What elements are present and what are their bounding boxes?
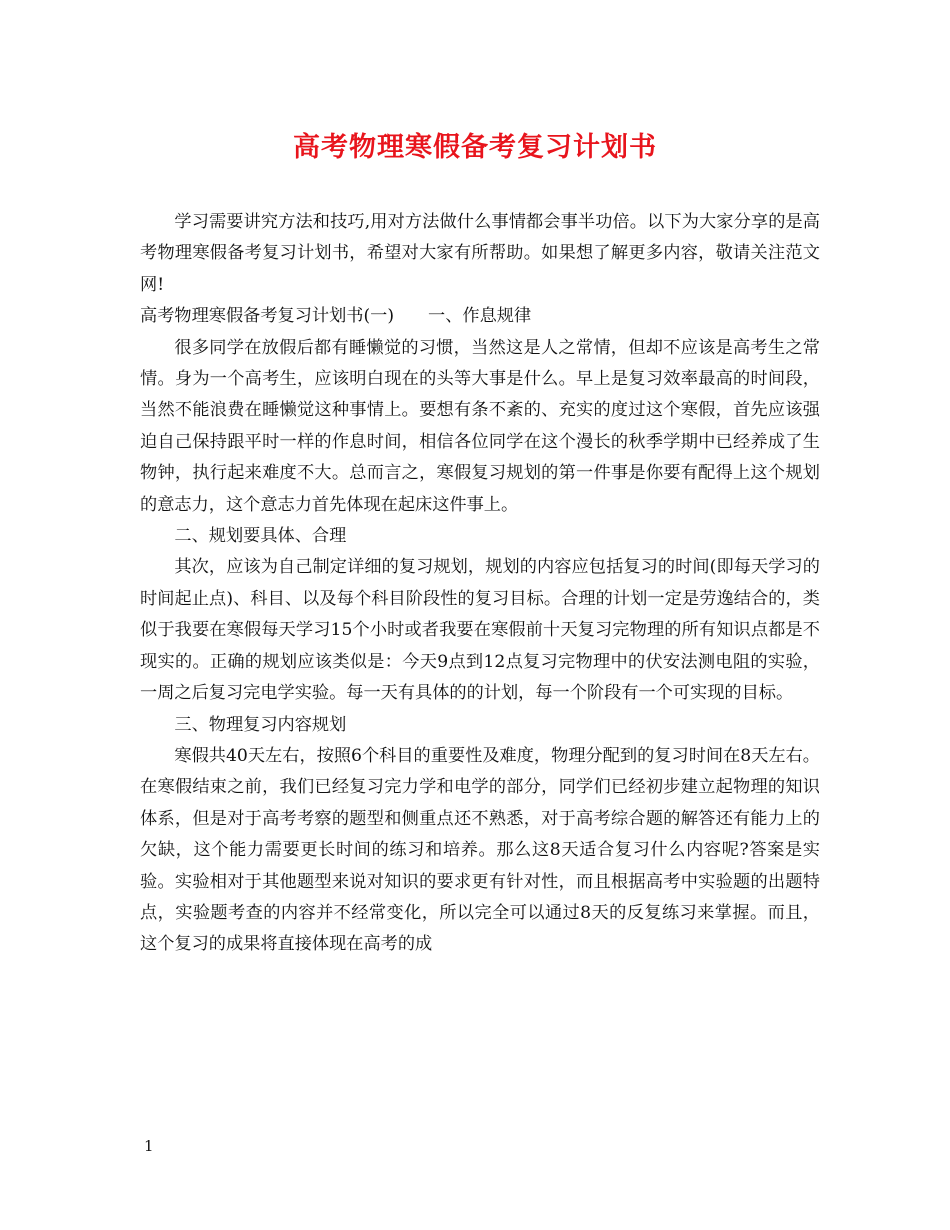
plan-subtitle-line xyxy=(140,301,820,332)
section2-heading: 二、规划要具体、合理 xyxy=(174,526,347,547)
document-title: 高考物理寒假备考复习计划书 xyxy=(293,132,657,163)
page-number: 1 xyxy=(144,1137,154,1155)
section1-heading: 一、作息规律 xyxy=(428,306,532,327)
intro-paragraph: 学习需要讲究方法和技巧,用对方法做什么事情都会事半功倍。以下为大家分享的是高考物理寒假备考复习计划书，希望对大家有所帮助。如果想了解更多内容，敬请关注范文网! xyxy=(140,212,820,295)
section3-paragraph: 寒假共40天左右，按照6个科目的重要性及难度，物理分配到的复习时间在8天左右。在寒假结束之前，我们已经复习完力学和电学的部分，同学们已经初步建立起物理的知识体系，但是对于高考考察的题型和侧重点还不熟悉，对于高考综合题的解答还有能力上的欠缺，这个能力需要更长时间的练习和培养。那么这8天适合复习什么内容呢?答案是实验。实验相对于其他题型来说对知识的要求更有针对性，而且根据高考中实验题的出题特点，实验题考查的内容并不经常变化，所以完全可以通过8天的反复练习来掌握。而且，这个复习的成果将直接体现在高考的成 xyxy=(140,745,820,955)
section2-paragraph: 其次，应该为自己制定详细的复习规划，规划的内容应包括复习的时间(即每天学习的时间起止点)、科目、以及每个科目阶段性的复习目标。合理的计划一定是劳逸结合的，类似于我要在寒假每天学习15个小时或者我要在寒假前十天复习完物理的所有知识点都是不现实的。正确的规划应该类似是：今天9点到12点复习完物理中的伏安法测电阻的实验，一周之后复习完电学实验。每一天有具体的的计划，每一个阶段有一个可实现的目标。 xyxy=(140,557,820,704)
document-body xyxy=(140,207,820,961)
section1-paragraph: 很多同学在放假后都有睡懒觉的习惯，当然这是人之常情，但却不应该是高考生之常情。身为一个高考生，应该明白现在的头等大事是什么。早上是复习效率最高的时间段，当然不能浪费在睡懒觉这种事情上。要想有条不紊的、充实的度过这个寒假，首先应该强迫自己保持跟平时一样的作息时间，相信各位同学在这个漫长的秋季学期中已经养成了生物钟，执行起来难度不大。总而言之，寒假复习规划的第一件事是你要有配得上这个规划的意志力，这个意志力首先体现在起床这件事上。 xyxy=(140,337,820,515)
plan-subtitle: 高考物理寒假备考复习计划书(一) xyxy=(140,306,395,327)
section3-heading: 三、物理复习内容规划 xyxy=(174,714,347,735)
